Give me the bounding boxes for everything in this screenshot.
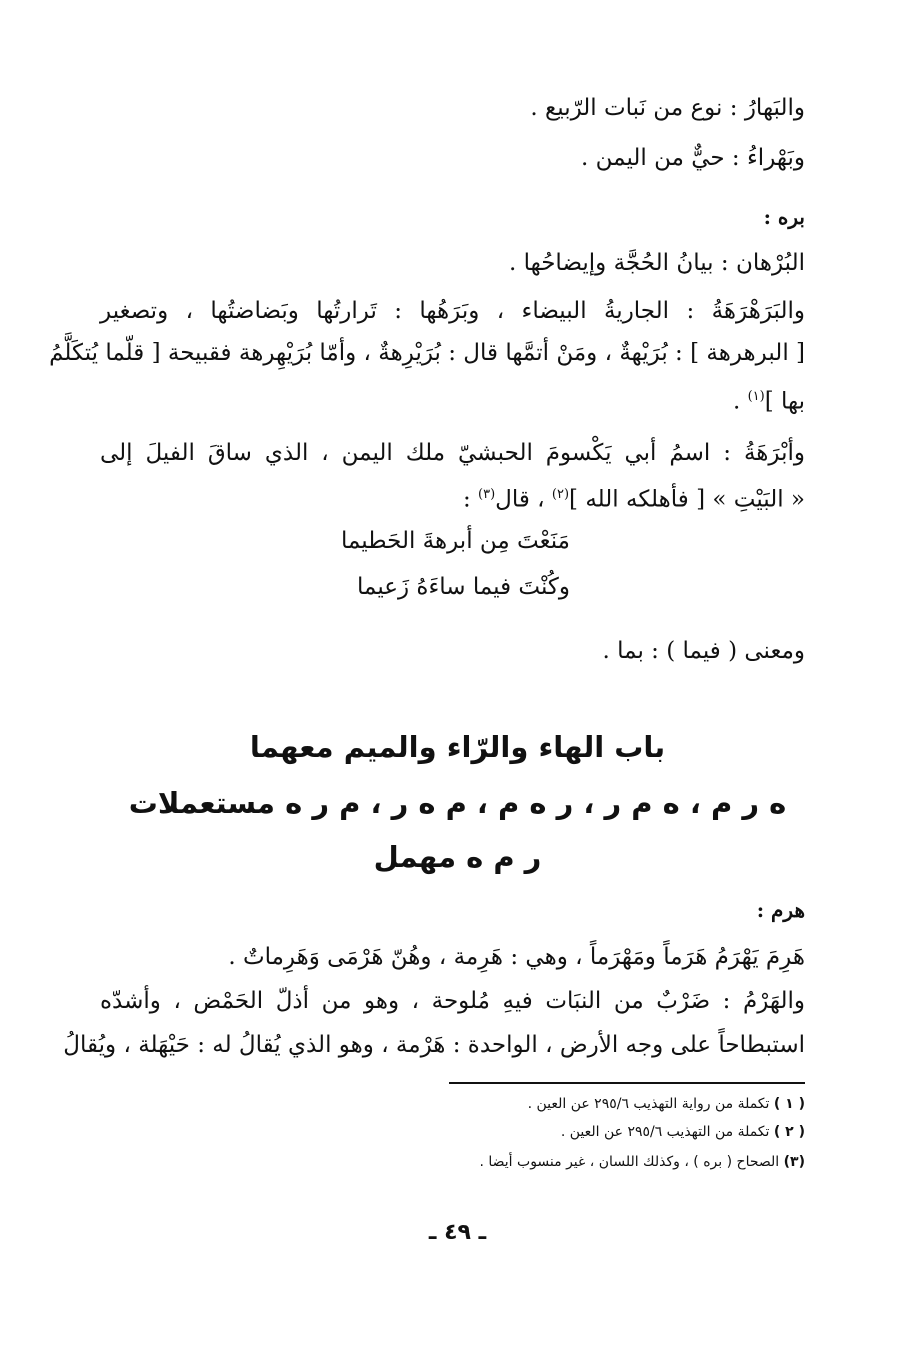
footnote-divider [449, 1082, 805, 1084]
text-line-harm: والهَرْمُ : ضَرْبٌ من النبَات فيهِ مُلوحة ، وهو من أذلّ الحَمْض ، وأشدّه [100, 988, 805, 1014]
text-line-burhan: البُرْهان : بيانُ الحُجَّة وإيضاحُها . [508, 250, 805, 276]
footnote-2-text: تكملة من التهذيب ٢٩٥/٦ عن العين . [560, 1124, 770, 1140]
footnote-1-number: ( ١ ) [773, 1096, 805, 1112]
footnote-3-number: (٣) [783, 1154, 805, 1170]
footnote-3 [479, 1154, 805, 1170]
text-line-bahar: والبَهارُ : نوع من نَبات الرّبيع . [530, 95, 805, 121]
chapter-title: باب الهاء والرّاء والميم معهما [249, 730, 666, 764]
text-line-bahra: وبَهْراءُ : حيٌّ من اليمن . [581, 145, 805, 171]
text-qala: ، قال [495, 486, 545, 513]
text-line-bayt [100, 478, 805, 517]
footnote-1-text: تكملة من رواية التهذيب ٢٩٥/٦ عن العين . [527, 1096, 770, 1112]
text-line-tasghir: [ البرهرهة ] : بُرَيْهةٌ ، ومَنْ أتمَّها قال : بُرَيْرِهةٌ ، وأمّا بُرَيْهِرهة فقبيحة [ قلّما يُتكَلَّمُ [49, 340, 805, 366]
footnote-ref-2: (٢) [551, 487, 570, 502]
chapter-used-roots: ه ر م ، ه م ر ، ر ه م ، م ه ر ، م ر ه مستعملات [128, 786, 787, 820]
text-biha: بها ] [764, 388, 805, 415]
text-colon: : [462, 486, 471, 513]
text-line-barahraha: والبَرَهْرَهَةُ : الجاريةُ البيضاء ، وبَرَهُها : تَرارتُها وبَضاضتُها ، وتصغير [100, 298, 805, 324]
footnote-2-number: ( ٢ ) [773, 1124, 805, 1140]
chapter-unused-roots: ر م ه مهمل [373, 840, 542, 874]
entry-label-haram: هرم : [756, 898, 805, 922]
footnote-1 [528, 1096, 805, 1112]
verse-line-2: وكُنْتَ فيما ساءَهُ زَعيما [357, 574, 570, 600]
text-bayt: « البَيْتِ » [ فأهلكه الله ] [569, 486, 805, 513]
footnote-ref-1: (١) [747, 389, 765, 404]
footnote-ref-3: (٣) [478, 487, 496, 502]
verse-line-1: مَنَعْتَ مِن أبرهةَ الحَطيما [340, 528, 570, 554]
text-line-maana: ومعنى ( فيما ) : بما . [602, 638, 805, 664]
page-number: ـ ٤٩ ـ [428, 1220, 487, 1245]
text-line-biha [100, 380, 805, 419]
footnote-3-text: الصحاح ( بره ) ، وكذلك اللسان ، غير منسوب أيضا . [479, 1154, 780, 1170]
footnote-2 [561, 1124, 805, 1140]
text-period: . [732, 388, 741, 415]
text-line-abraha: وأبْرَهَةُ : اسمُ أبي يَكْسومَ الحبشيّ ملك اليمن ، الذي ساقَ الفيلَ إلى [100, 440, 805, 466]
entry-label-bara: بره : [763, 205, 805, 229]
text-line-istibtah: استبطاحاً على وجه الأرض ، الواحدة : هَرْمة ، وهو الذي يُقالُ له : حَيْهَلة ، ويُقالُ [63, 1032, 805, 1058]
text-line-harima: هَرِمَ يَهْرَمُ هَرَماً ومَهْرَماً ، وهي : هَرِمة ، وهُنّ هَرْمَى وَهَرِماتٌ . [228, 944, 805, 970]
